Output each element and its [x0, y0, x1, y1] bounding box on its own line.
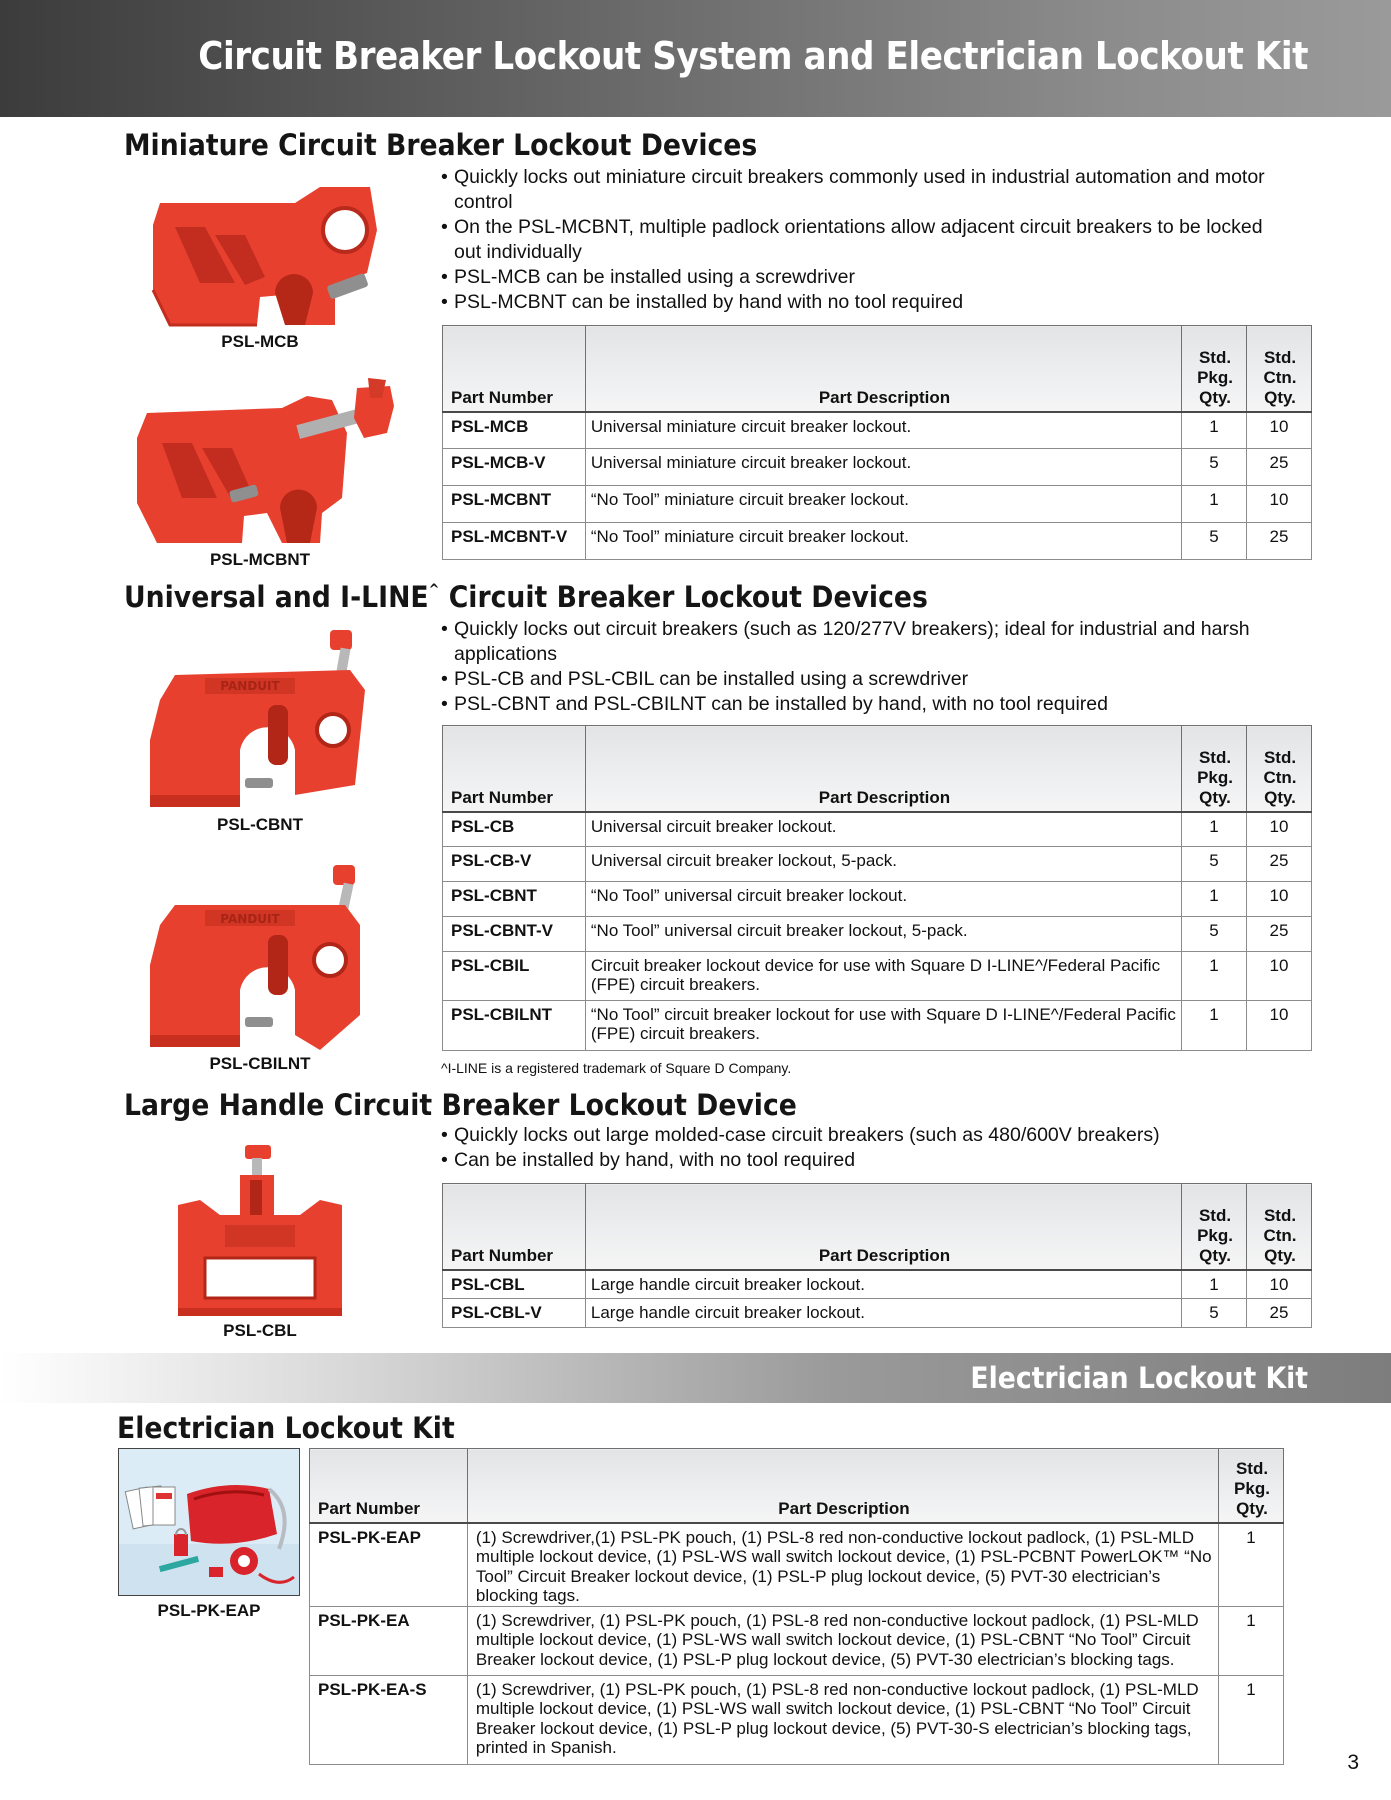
- mcb-table-header: [443, 326, 1312, 412]
- large-bullet: • Can be installed by hand, with no tool required: [441, 1148, 1271, 1173]
- header-std-pkg-qty: Std. Pkg. Qty.: [1182, 726, 1247, 812]
- page-number: 3: [1347, 1751, 1359, 1774]
- universal-heading-text: Universal and I-LINE: [124, 580, 429, 614]
- std-pkg-qty: 1: [1182, 1270, 1247, 1299]
- kit-table-header: [310, 1449, 1284, 1523]
- std-ctn-qty: 25: [1247, 917, 1312, 952]
- part-number: PSL-MCBNT-V: [443, 523, 586, 560]
- header-std-pkg-qty: Std. Pkg. Qty.: [1182, 326, 1247, 412]
- psl-pk-eap-photo-frame: [118, 1448, 300, 1596]
- table-row: [443, 1001, 1312, 1051]
- std-pkg-qty: 1: [1182, 412, 1247, 449]
- device-brand-text: PANDUIT: [220, 912, 280, 926]
- std-pkg-qty: 1: [1182, 1001, 1247, 1051]
- std-pkg-qty: 1: [1182, 882, 1247, 917]
- photo-label-psl-cbnt: PSL-CBNT: [217, 815, 303, 834]
- large-bullet: • Quickly locks out large molded-case circuit breakers (such as 480/600V breakers): [441, 1123, 1271, 1148]
- part-description: “No Tool” universal circuit breaker lockout.: [585, 882, 1181, 917]
- psl-mcb-photo: [145, 185, 385, 330]
- kit-section-band: [0, 1353, 1391, 1403]
- std-pkg-qty: 1: [1182, 952, 1247, 1001]
- std-ctn-qty: 10: [1247, 952, 1312, 1001]
- kit-band-title: Electrician Lockout Kit: [970, 1361, 1308, 1395]
- std-ctn-qty: 10: [1247, 1270, 1312, 1299]
- part-number: PSL-PK-EA-S: [310, 1675, 468, 1764]
- part-description: Large handle circuit breaker lockout.: [585, 1299, 1181, 1328]
- std-ctn-qty: 10: [1247, 812, 1312, 847]
- std-ctn-qty: 25: [1247, 449, 1312, 486]
- table-row: [443, 952, 1312, 1001]
- header-part-description: Part Description: [467, 1449, 1218, 1523]
- part-number: PSL-CB: [443, 812, 586, 847]
- std-ctn-qty: 25: [1247, 523, 1312, 560]
- std-ctn-qty: 25: [1247, 847, 1312, 882]
- table-row: [310, 1606, 1284, 1675]
- std-ctn-qty: 10: [1247, 1001, 1312, 1051]
- table-row: [443, 523, 1312, 560]
- part-number: PSL-PK-EAP: [310, 1523, 468, 1607]
- part-number: PSL-CBL-V: [443, 1299, 586, 1328]
- std-ctn-qty: 25: [1247, 1299, 1312, 1328]
- part-description: “No Tool” circuit breaker lockout for use with Square D I-LINE^/Federal Pacific (FPE) circuit breakers.: [585, 1001, 1181, 1051]
- mcb-bullets: [441, 165, 1271, 315]
- mcb-heading: Miniature Circuit Breaker Lockout Devices: [124, 128, 758, 162]
- table-row: [443, 1270, 1312, 1299]
- std-pkg-qty: 5: [1182, 523, 1247, 560]
- device-brand-text: PANDUIT: [220, 679, 280, 693]
- trademark-sup: ^: [428, 582, 440, 598]
- std-pkg-qty: 1: [1219, 1675, 1284, 1764]
- table-row: [443, 882, 1312, 917]
- part-description: Universal circuit breaker lockout, 5-pack.: [585, 847, 1181, 882]
- table-row: [310, 1675, 1284, 1764]
- universal-heading: [124, 580, 928, 614]
- psl-cbnt-photo: [145, 630, 375, 810]
- mcb-table: [442, 325, 1312, 560]
- part-description: “No Tool” universal circuit breaker lockout, 5-pack.: [585, 917, 1181, 952]
- universal-table-header: [443, 726, 1312, 812]
- large-bullets: [441, 1123, 1271, 1173]
- universal-bullet: • PSL-CB and PSL-CBIL can be installed using a screwdriver: [441, 667, 1271, 692]
- std-ctn-qty: 10: [1247, 486, 1312, 523]
- part-description: (1) Screwdriver,(1) PSL-PK pouch, (1) PSL-8 red non-conductive lockout padlock, (1) PSL-MLD multiple lockout device, (1) PSL-WS wall switch lockout device, (1) PSL-PCBNT PowerLOK™ “No Tool” Circuit Breaker lockout device, (1) PSL-P plug lockout device, (5) PVT-30 electrician’s blocking tags.: [467, 1523, 1218, 1607]
- mcb-bullet: • Quickly locks out miniature circuit breakers commonly used in industrial automation and motor control: [441, 165, 1271, 215]
- universal-bullet: • Quickly locks out circuit breakers (such as 120/277V breakers); ideal for industrial and harsh applications: [441, 617, 1271, 667]
- kit-heading: Electrician Lockout Kit: [117, 1411, 455, 1445]
- part-description: Universal miniature circuit breaker lockout.: [585, 412, 1181, 449]
- header-part-description: Part Description: [585, 1184, 1181, 1270]
- photo-label-psl-mcb: PSL-MCB: [221, 332, 299, 351]
- psl-pk-eap-photo: [119, 1449, 300, 1596]
- universal-bullet: • PSL-CBNT and PSL-CBILNT can be installed by hand, with no tool required: [441, 692, 1271, 717]
- header-part-description: Part Description: [585, 326, 1181, 412]
- header-std-ctn-qty: Std. Ctn. Qty.: [1247, 1184, 1312, 1270]
- part-number: PSL-MCB: [443, 412, 586, 449]
- large-table-header: [443, 1184, 1312, 1270]
- header-part-number: Part Number: [443, 326, 586, 412]
- header-part-number: Part Number: [443, 726, 586, 812]
- kit-table: [309, 1448, 1284, 1765]
- psl-cbl-photo: [170, 1140, 350, 1320]
- mcb-bullet: • On the PSL-MCBNT, multiple padlock orientations allow adjacent circuit breakers to be locked out individually: [441, 215, 1271, 265]
- std-pkg-qty: 5: [1182, 449, 1247, 486]
- part-number: PSL-CBL: [443, 1270, 586, 1299]
- universal-heading-tail: Circuit Breaker Lockout Devices: [439, 580, 928, 614]
- part-description: Universal miniature circuit breaker lockout.: [585, 449, 1181, 486]
- std-pkg-qty: 5: [1182, 1299, 1247, 1328]
- table-row: [443, 1299, 1312, 1328]
- photo-label-psl-cbilnt: PSL-CBILNT: [209, 1054, 311, 1073]
- table-row: [443, 412, 1312, 449]
- part-number: PSL-CBNT-V: [443, 917, 586, 952]
- mcb-bullet: • PSL-MCBNT can be installed by hand with no tool required: [441, 290, 1271, 315]
- std-pkg-qty: 5: [1182, 847, 1247, 882]
- std-pkg-qty: 1: [1219, 1523, 1284, 1607]
- part-description: “No Tool” miniature circuit breaker lockout.: [585, 486, 1181, 523]
- part-number: PSL-CB-V: [443, 847, 586, 882]
- part-description: “No Tool” miniature circuit breaker lockout.: [585, 523, 1181, 560]
- title-bar: [0, 0, 1391, 117]
- table-row: [443, 449, 1312, 486]
- part-description: Universal circuit breaker lockout.: [585, 812, 1181, 847]
- photo-label-psl-pk-eap: PSL-PK-EAP: [157, 1601, 261, 1620]
- table-row: [310, 1523, 1284, 1607]
- header-part-description: Part Description: [585, 726, 1181, 812]
- trademark-footnote: ^I-LINE is a registered trademark of Square D Company.: [441, 1060, 792, 1076]
- std-pkg-qty: 5: [1182, 917, 1247, 952]
- part-description: Circuit breaker lockout device for use with Square D I-LINE^/Federal Pacific (FPE) circuit breakers.: [585, 952, 1181, 1001]
- header-std-ctn-qty: Std. Ctn. Qty.: [1247, 726, 1312, 812]
- std-pkg-qty: 1: [1182, 812, 1247, 847]
- header-std-pkg-qty: Std. Pkg. Qty.: [1182, 1184, 1247, 1270]
- part-number: PSL-PK-EA: [310, 1606, 468, 1675]
- std-pkg-qty: 1: [1182, 486, 1247, 523]
- std-ctn-qty: 10: [1247, 882, 1312, 917]
- mcb-bullet: • PSL-MCB can be installed using a screwdriver: [441, 265, 1271, 290]
- header-part-number: Part Number: [443, 1184, 586, 1270]
- table-row: [443, 812, 1312, 847]
- part-number: PSL-CBIL: [443, 952, 586, 1001]
- part-number: PSL-CBILNT: [443, 1001, 586, 1051]
- universal-table: [442, 725, 1312, 1051]
- large-table: [442, 1183, 1312, 1328]
- universal-bullets: [441, 617, 1271, 717]
- part-description: (1) Screwdriver, (1) PSL-PK pouch, (1) PSL-8 red non-conductive lockout padlock, (1) PSL-MLD multiple lockout device, (1) PSL-WS wall switch lockout device, (1) PSL-CBNT “No Tool” Circuit Breaker lockout device, (1) PSL-P plug lockout device, (5) PVT-30 electrician’s blocking tags.: [467, 1606, 1218, 1675]
- psl-mcbnt-photo: [132, 378, 402, 548]
- part-number: PSL-MCB-V: [443, 449, 586, 486]
- page-title: Circuit Breaker Lockout System and Electrician Lockout Kit: [198, 34, 1308, 78]
- part-description: (1) Screwdriver, (1) PSL-PK pouch, (1) PSL-8 red non-conductive lockout padlock, (1) PSL-MLD multiple lockout device, (1) PSL-WS wall switch lockout device, (1) PSL-CBNT “No Tool” Circuit Breaker lockout device, (1) PSL-P plug lockout device, (5) PVT-30-S electrician’s blocking tags, printed in Spanish.: [467, 1675, 1218, 1764]
- header-std-pkg-qty: Std. Pkg. Qty.: [1219, 1449, 1284, 1523]
- header-part-number: Part Number: [310, 1449, 468, 1523]
- photo-label-psl-mcbnt: PSL-MCBNT: [209, 550, 311, 569]
- std-pkg-qty: 1: [1219, 1606, 1284, 1675]
- part-description: Large handle circuit breaker lockout.: [585, 1270, 1181, 1299]
- header-std-ctn-qty: Std. Ctn. Qty.: [1247, 326, 1312, 412]
- psl-cbilnt-photo: [145, 865, 375, 1055]
- table-row: [443, 486, 1312, 523]
- std-ctn-qty: 10: [1247, 412, 1312, 449]
- photo-label-psl-cbl: PSL-CBL: [223, 1321, 297, 1340]
- table-row: [443, 917, 1312, 952]
- large-heading: Large Handle Circuit Breaker Lockout Device: [124, 1088, 797, 1122]
- part-number: PSL-CBNT: [443, 882, 586, 917]
- table-row: [443, 847, 1312, 882]
- part-number: PSL-MCBNT: [443, 486, 586, 523]
